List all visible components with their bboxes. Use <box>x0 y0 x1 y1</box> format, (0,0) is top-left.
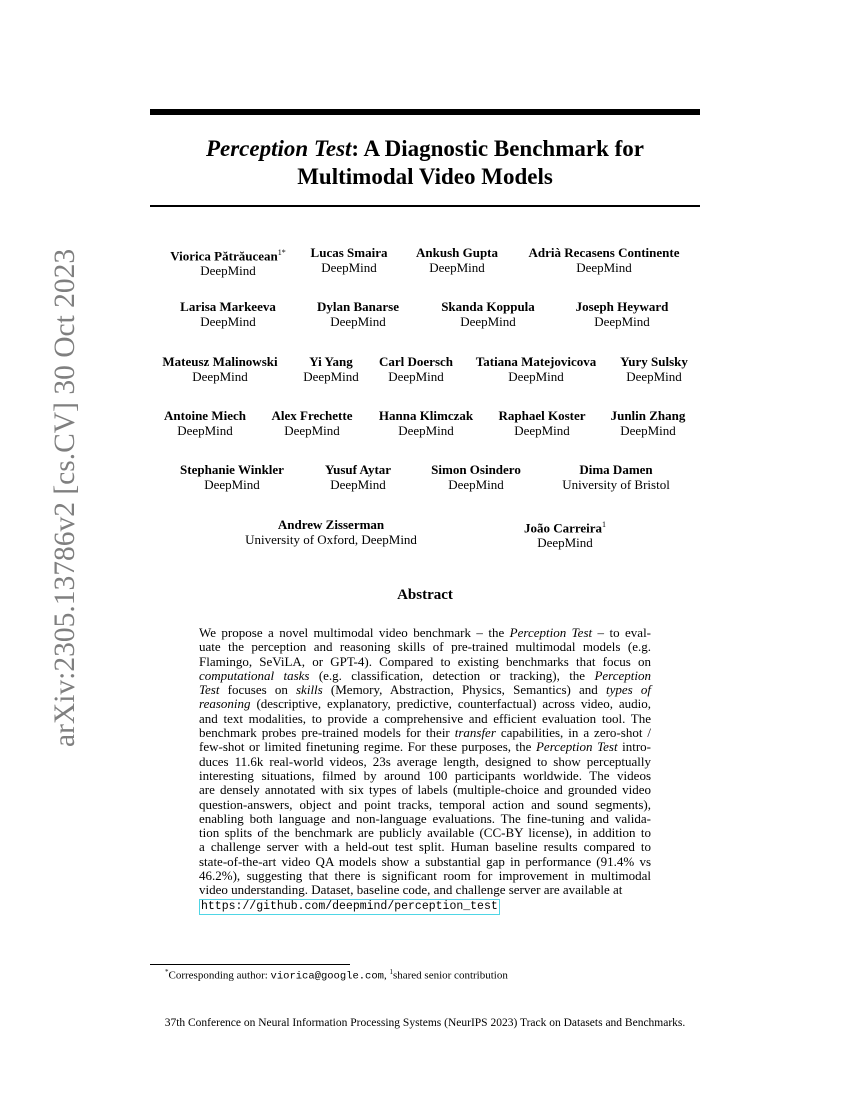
abstract-line: video understanding. Dataset, baseline code, and challenge server are available at <box>199 882 623 898</box>
author-entry <box>325 462 391 492</box>
abstract-heading: Abstract <box>397 587 453 603</box>
github-link[interactable]: https://github.com/deepmind/perception_test <box>201 899 498 913</box>
author-entry <box>529 245 680 275</box>
author-entry <box>180 299 276 329</box>
author-affiliation: DeepMind <box>398 423 454 438</box>
abstract-line: benchmark probes pre-trained models for their transfer capabilities, in a zero-shot / <box>199 725 651 741</box>
author-affiliation: DeepMind <box>303 369 359 384</box>
title-rest: : A Diagnostic Benchmark for <box>351 136 645 161</box>
author-row-1 <box>150 245 700 281</box>
author-affiliation: DeepMind <box>200 314 256 329</box>
author-row-2 <box>150 299 700 335</box>
author-affiliation: DeepMind <box>200 263 256 279</box>
author-row-3 <box>150 354 700 390</box>
author-affiliation: DeepMind <box>177 423 233 438</box>
abstract-line: interesting situations, filmed by around 100 participants worldwide. The videos <box>199 767 651 783</box>
author-name: Dima Damen <box>579 462 653 477</box>
author-entry <box>498 408 585 438</box>
abstract-line: Flamingo, SeViLA, or GPT-4). Compared to existing benchmarks that focus on <box>199 653 651 669</box>
title-italic: Perception Test <box>205 136 352 161</box>
author-name: Skanda Koppula <box>441 299 535 314</box>
author-affiliation: DeepMind <box>626 369 682 384</box>
paper-title <box>150 135 700 191</box>
abstract-line: reasoning (descriptive, explanatory, predictive, counterfactual) across video, audio, <box>199 696 651 712</box>
title-rule-bottom <box>150 205 700 207</box>
abstract-line: Test focuses on skills (Memory, Abstraction, Physics, Semantics) and types of <box>199 682 651 698</box>
author-name: Adrià Recasens Continente <box>528 245 680 260</box>
author-name: Junlin Zhang <box>610 408 686 423</box>
author-affiliation: DeepMind <box>192 369 248 384</box>
title-line2: Multimodal Video Models <box>297 164 553 189</box>
author-name: Viorica Pătrăucean$^{1*}$ <box>170 248 286 264</box>
author-entry <box>170 245 285 278</box>
author-entry <box>164 408 246 438</box>
author-affiliation: DeepMind <box>576 260 632 275</box>
abstract-line: state-of-the-art video QA models show a substantial gap in performance (91.4% vs <box>199 853 651 869</box>
author-affiliation: University of Oxford, DeepMind <box>245 532 417 547</box>
author-entry <box>576 299 669 329</box>
author-affiliation: DeepMind <box>284 423 340 438</box>
abstract-line: enabling both language and non-language evaluations. The fine-tuning and valida- <box>199 810 651 826</box>
author-entry <box>379 408 473 438</box>
author-entry <box>162 354 277 384</box>
author-entry <box>524 517 606 550</box>
author-name: Joseph Heyward <box>575 299 669 314</box>
email-link[interactable]: viorica@google.com <box>270 970 384 983</box>
author-entry <box>431 462 521 492</box>
footnote-rule <box>150 964 350 965</box>
abstract-line: are densely annotated with six types of labels (multiple-choice and grounded video <box>199 782 651 798</box>
author-row-5 <box>150 462 700 498</box>
author-entry <box>562 462 670 492</box>
author-affiliation: DeepMind <box>330 477 386 492</box>
author-entry <box>379 354 453 384</box>
abstract-line: computational tasks (e.g. classification, detection or tracking), the Perception <box>199 667 651 683</box>
abstract-line: a challenge server with a held-out test split. Human baseline results compared to <box>199 839 651 855</box>
author-affiliation: DeepMind <box>388 369 444 384</box>
author-name: Yury Sulsky <box>620 354 688 369</box>
author-name: Carl Doersch <box>378 354 454 369</box>
author-name: Larisa Markeeva <box>180 299 276 314</box>
author-entry <box>317 299 399 329</box>
author-affiliation: DeepMind <box>429 260 485 275</box>
author-affiliation: DeepMind <box>330 314 386 329</box>
author-affiliation: DeepMind <box>460 314 516 329</box>
author-entry <box>311 245 388 275</box>
footnote: *Corresponding author: viorica@google.com, $^1$shared senior contribution <box>165 968 508 983</box>
abstract-line: 46.2%), suggesting that there is significant room for improvement in multimodal <box>199 868 651 884</box>
abstract-line: We propose a novel multimodal video benchmark – the Perception Test – to eval- <box>199 625 652 640</box>
author-entry <box>180 462 284 492</box>
abstract-line: few-shot or limited finetuning regime. For these purposes, the Perception Test intro- <box>199 739 651 755</box>
author-affiliation: DeepMind <box>594 314 650 329</box>
author-name: Alex Frechette <box>271 408 353 423</box>
author-name: Lucas Smaira <box>310 245 388 260</box>
author-name: João Carreira$^1$ <box>523 520 607 536</box>
title-rule-top <box>150 109 700 115</box>
author-affiliation: DeepMind <box>321 260 377 275</box>
abstract-line: uate the perception and reasoning skills of pre-trained multimodal models (e.g. <box>199 639 651 655</box>
author-affiliation: University of Bristol <box>562 477 670 492</box>
author-entry <box>303 354 359 384</box>
venue-line: 37th Conference on Neural Information Processing Systems (NeurIPS 2023) Track on Datasets and Benchmarks. <box>164 1017 686 1029</box>
arxiv-identifier: arXiv:2305.13786v2 [cs.CV] 30 Oct 2023 <box>49 248 81 747</box>
author-entry <box>272 408 353 438</box>
abstract-line: tion splits of the benchmark are publicly available (CC-BY license), in addition to <box>199 825 651 841</box>
author-entry <box>245 517 417 547</box>
author-row-6 <box>150 517 700 553</box>
author-name: Andrew Zisserman <box>277 517 385 532</box>
author-name: Ankush Gupta <box>415 245 499 260</box>
author-name: Dylan Banarse <box>317 299 399 314</box>
author-affiliation: DeepMind <box>508 369 564 384</box>
author-entry <box>441 299 535 329</box>
author-entry <box>611 408 686 438</box>
author-entry <box>476 354 596 384</box>
abstract-body <box>199 626 651 915</box>
author-affiliation: DeepMind <box>537 535 593 551</box>
abstract-line: question-answers, object and point tracks, temporal action and sound segments), <box>199 796 651 812</box>
author-affiliation: DeepMind <box>620 423 676 438</box>
author-affiliation: DeepMind <box>204 477 260 492</box>
author-name: Mateusz Malinowski <box>162 354 278 369</box>
author-name: Stephanie Winkler <box>180 462 284 477</box>
abstract-line: and text modalities, to provide a comprehensive and efficient evaluation tool. The <box>199 710 651 726</box>
author-row-4 <box>150 408 700 444</box>
author-affiliation: DeepMind <box>448 477 504 492</box>
author-name: Yi Yang <box>309 354 353 369</box>
author-name: Raphael Koster <box>498 408 586 423</box>
author-name: Hanna Klimczak <box>378 408 474 423</box>
author-name: Antoine Miech <box>164 408 246 423</box>
author-name: Tatiana Matejovicova <box>475 354 597 369</box>
author-entry <box>620 354 688 384</box>
author-name: Simon Osindero <box>431 462 521 477</box>
arxiv-sidebar <box>15 248 81 747</box>
author-name: Yusuf Aytar <box>324 462 392 477</box>
abstract-line: duces 11.6k real-world videos, 23s average length, designed to show perceptually <box>199 753 651 769</box>
author-entry <box>416 245 498 275</box>
author-affiliation: DeepMind <box>514 423 570 438</box>
